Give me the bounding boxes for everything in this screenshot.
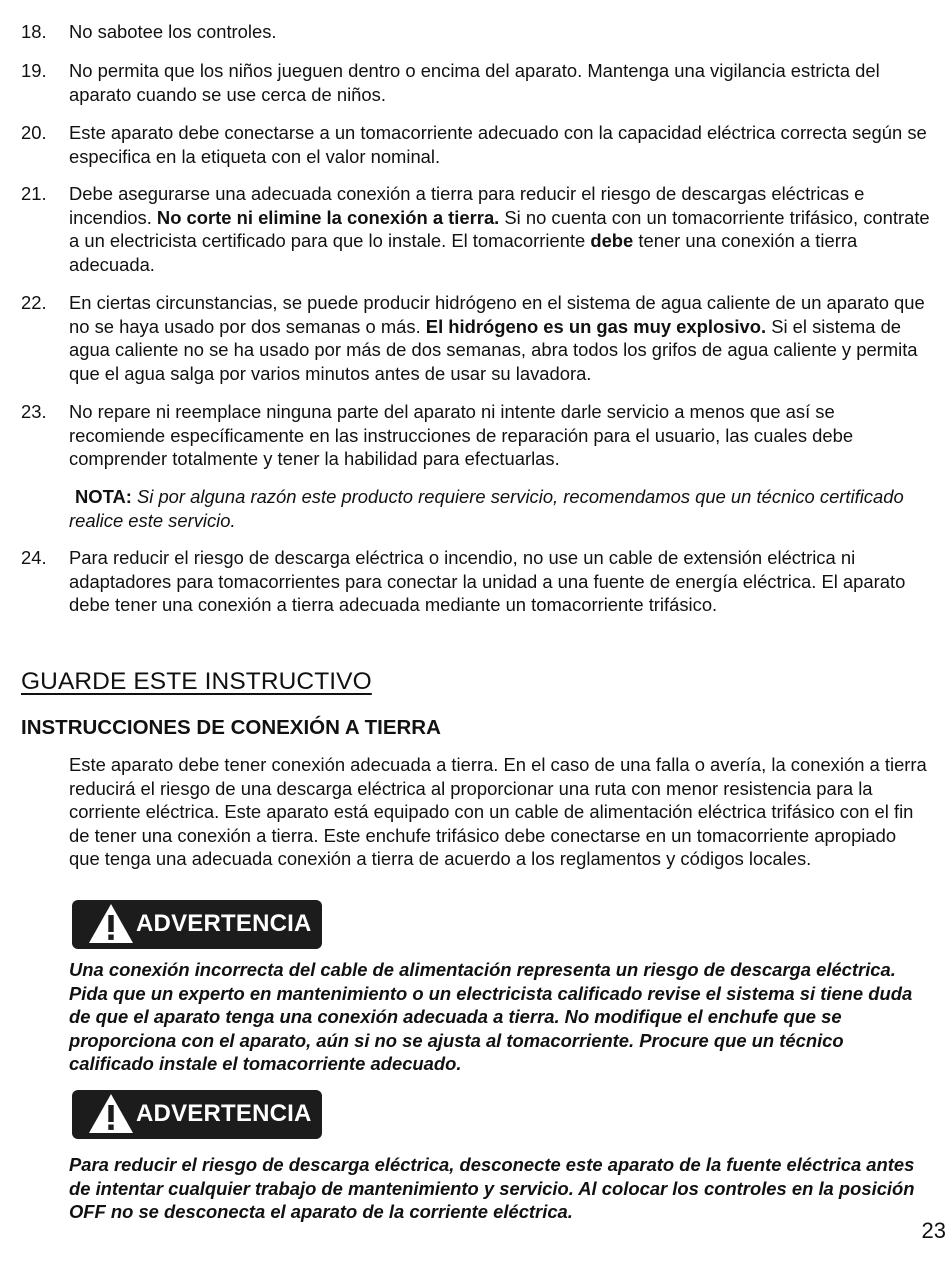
item-number: 22. — [21, 292, 47, 313]
list-item-23 — [21, 400, 931, 471]
list-item-22 — [21, 291, 931, 385]
note-label: NOTA: — [75, 486, 132, 507]
list-item-20 — [21, 121, 931, 168]
list-item-24 — [21, 546, 931, 617]
item-number: 23. — [21, 401, 47, 422]
warning-triangle-icon — [88, 903, 134, 944]
item-text: No permita que los niños jueguen dentro o encima del aparato. Mantenga una vigilancia estricta del aparato cuando se use cerca de niños. — [69, 60, 880, 105]
warning-badge — [72, 1090, 322, 1139]
item-number: 18. — [21, 21, 47, 42]
grounding-instructions-paragraph: Este aparato debe tener conexión adecuada a tierra. En el caso de una falla o avería, la conexión a tierra reducirá el riesgo de una descarga eléctrica al proporcionar una ruta con menor resistencia para la corriente eléctrica. Este aparato está equipado con un cable de alimentación eléctrica trifásico con el fin de tener una conexión a tierra. Este enchufe trifásico debe conectarse en un tomacorriente apropiado que tenga una adecuada conexión a tierra de acuerdo a los reglamentos y códigos locales. — [69, 754, 927, 870]
item-text: Para reducir el riesgo de descarga eléctrica o incendio, no use un cable de extensión eléctrica ni adaptadores para tomacorrientes para conectar la unidad a una fuente de energía eléctrica. El aparato debe tener una conexión a tierra adecuada mediante un tomacorriente trifásico. — [69, 547, 906, 616]
warning-text: Una conexión incorrecta del cable de alimentación representa un riesgo de descarga eléctrica. Pida que un experto en mantenimiento o un electricista calificado revise el sistema si tiene duda de que el aparato tenga una conexión adecuada a tierra. No modifique el enchufe que se proporciona con el aparato, aún si no se ajusta al tomacorriente. Procure que un técnico calificado instale el tomacorriente adecuado. — [69, 959, 913, 1075]
page-number: 23 — [921, 1218, 946, 1243]
service-note — [69, 485, 929, 532]
warning-label: ADVERTENCIA — [136, 910, 312, 937]
emphasis-text: No corte ni elimine la conexión a tierra. — [156, 206, 500, 228]
item-text: Debe asegurarse una adecuada conexión a tierra para reducir el riesgo de descargas eléctricas e incendios. No corte ni elimine la conexión a tierra. Si no cuenta con un tomacorriente trifásico, contrate a un electricista certificado para que lo instale. El tomacorriente debe tener una conexión a tierra adecuada. — [69, 183, 930, 275]
note-text: Si por alguna razón este producto requiere servicio, recomendamos que un técnico certificado realice este servicio. — [69, 486, 904, 531]
item-text: No repare ni reemplace ninguna parte del aparato ni intente darle servicio a menos que así se recomiende específicamente en las instrucciones de reparación para el usuario, las cuales debe comprender totalmente y tener la habilidad para efectuarlas. — [69, 401, 854, 470]
subsection-heading: INSTRUCCIONES DE CONEXIÓN A TIERRA — [21, 716, 441, 739]
item-number: 19. — [21, 60, 47, 81]
warning-text: Para reducir el riesgo de descarga eléctrica, desconecte este aparato de la fuente eléctrica antes de intentar cualquier trabajo de mantenimiento y servicio. Al colocar los controles en la posición OFF no se desconecta el aparato de la corriente eléctrica. — [69, 1154, 915, 1223]
warning-badge — [72, 900, 322, 949]
list-item-21 — [21, 182, 931, 276]
item-text: No sabotee los controles. — [69, 21, 277, 42]
section-heading: GUARDE ESTE INSTRUCTIVO — [21, 668, 372, 695]
item-text: Este aparato debe conectarse a un tomacorriente adecuado con la capacidad eléctrica correcta según se especifica en la etiqueta con el valor nominal. — [69, 122, 927, 167]
list-item-19 — [21, 59, 931, 106]
emphasis-text: El hidrógeno es un gas muy explosivo. — [425, 315, 767, 337]
warning-label: ADVERTENCIA — [136, 1100, 312, 1127]
list-item-18 — [21, 20, 931, 44]
emphasis-text: debe — [590, 230, 634, 252]
warning-triangle-icon — [88, 1093, 134, 1134]
item-number: 20. — [21, 122, 47, 143]
item-text: En ciertas circunstancias, se puede producir hidrógeno en el sistema de agua caliente de un aparato que no se haya usado por dos semanas o más. El hidrógeno es un gas muy explosivo. Si el sistema de agua caliente no se ha usado por más de dos semanas, abra todos los grifos de agua caliente y permita que el agua salga por varios minutos antes de usar su lavadora. — [69, 292, 925, 384]
item-number: 21. — [21, 183, 47, 204]
item-number: 24. — [21, 547, 47, 568]
